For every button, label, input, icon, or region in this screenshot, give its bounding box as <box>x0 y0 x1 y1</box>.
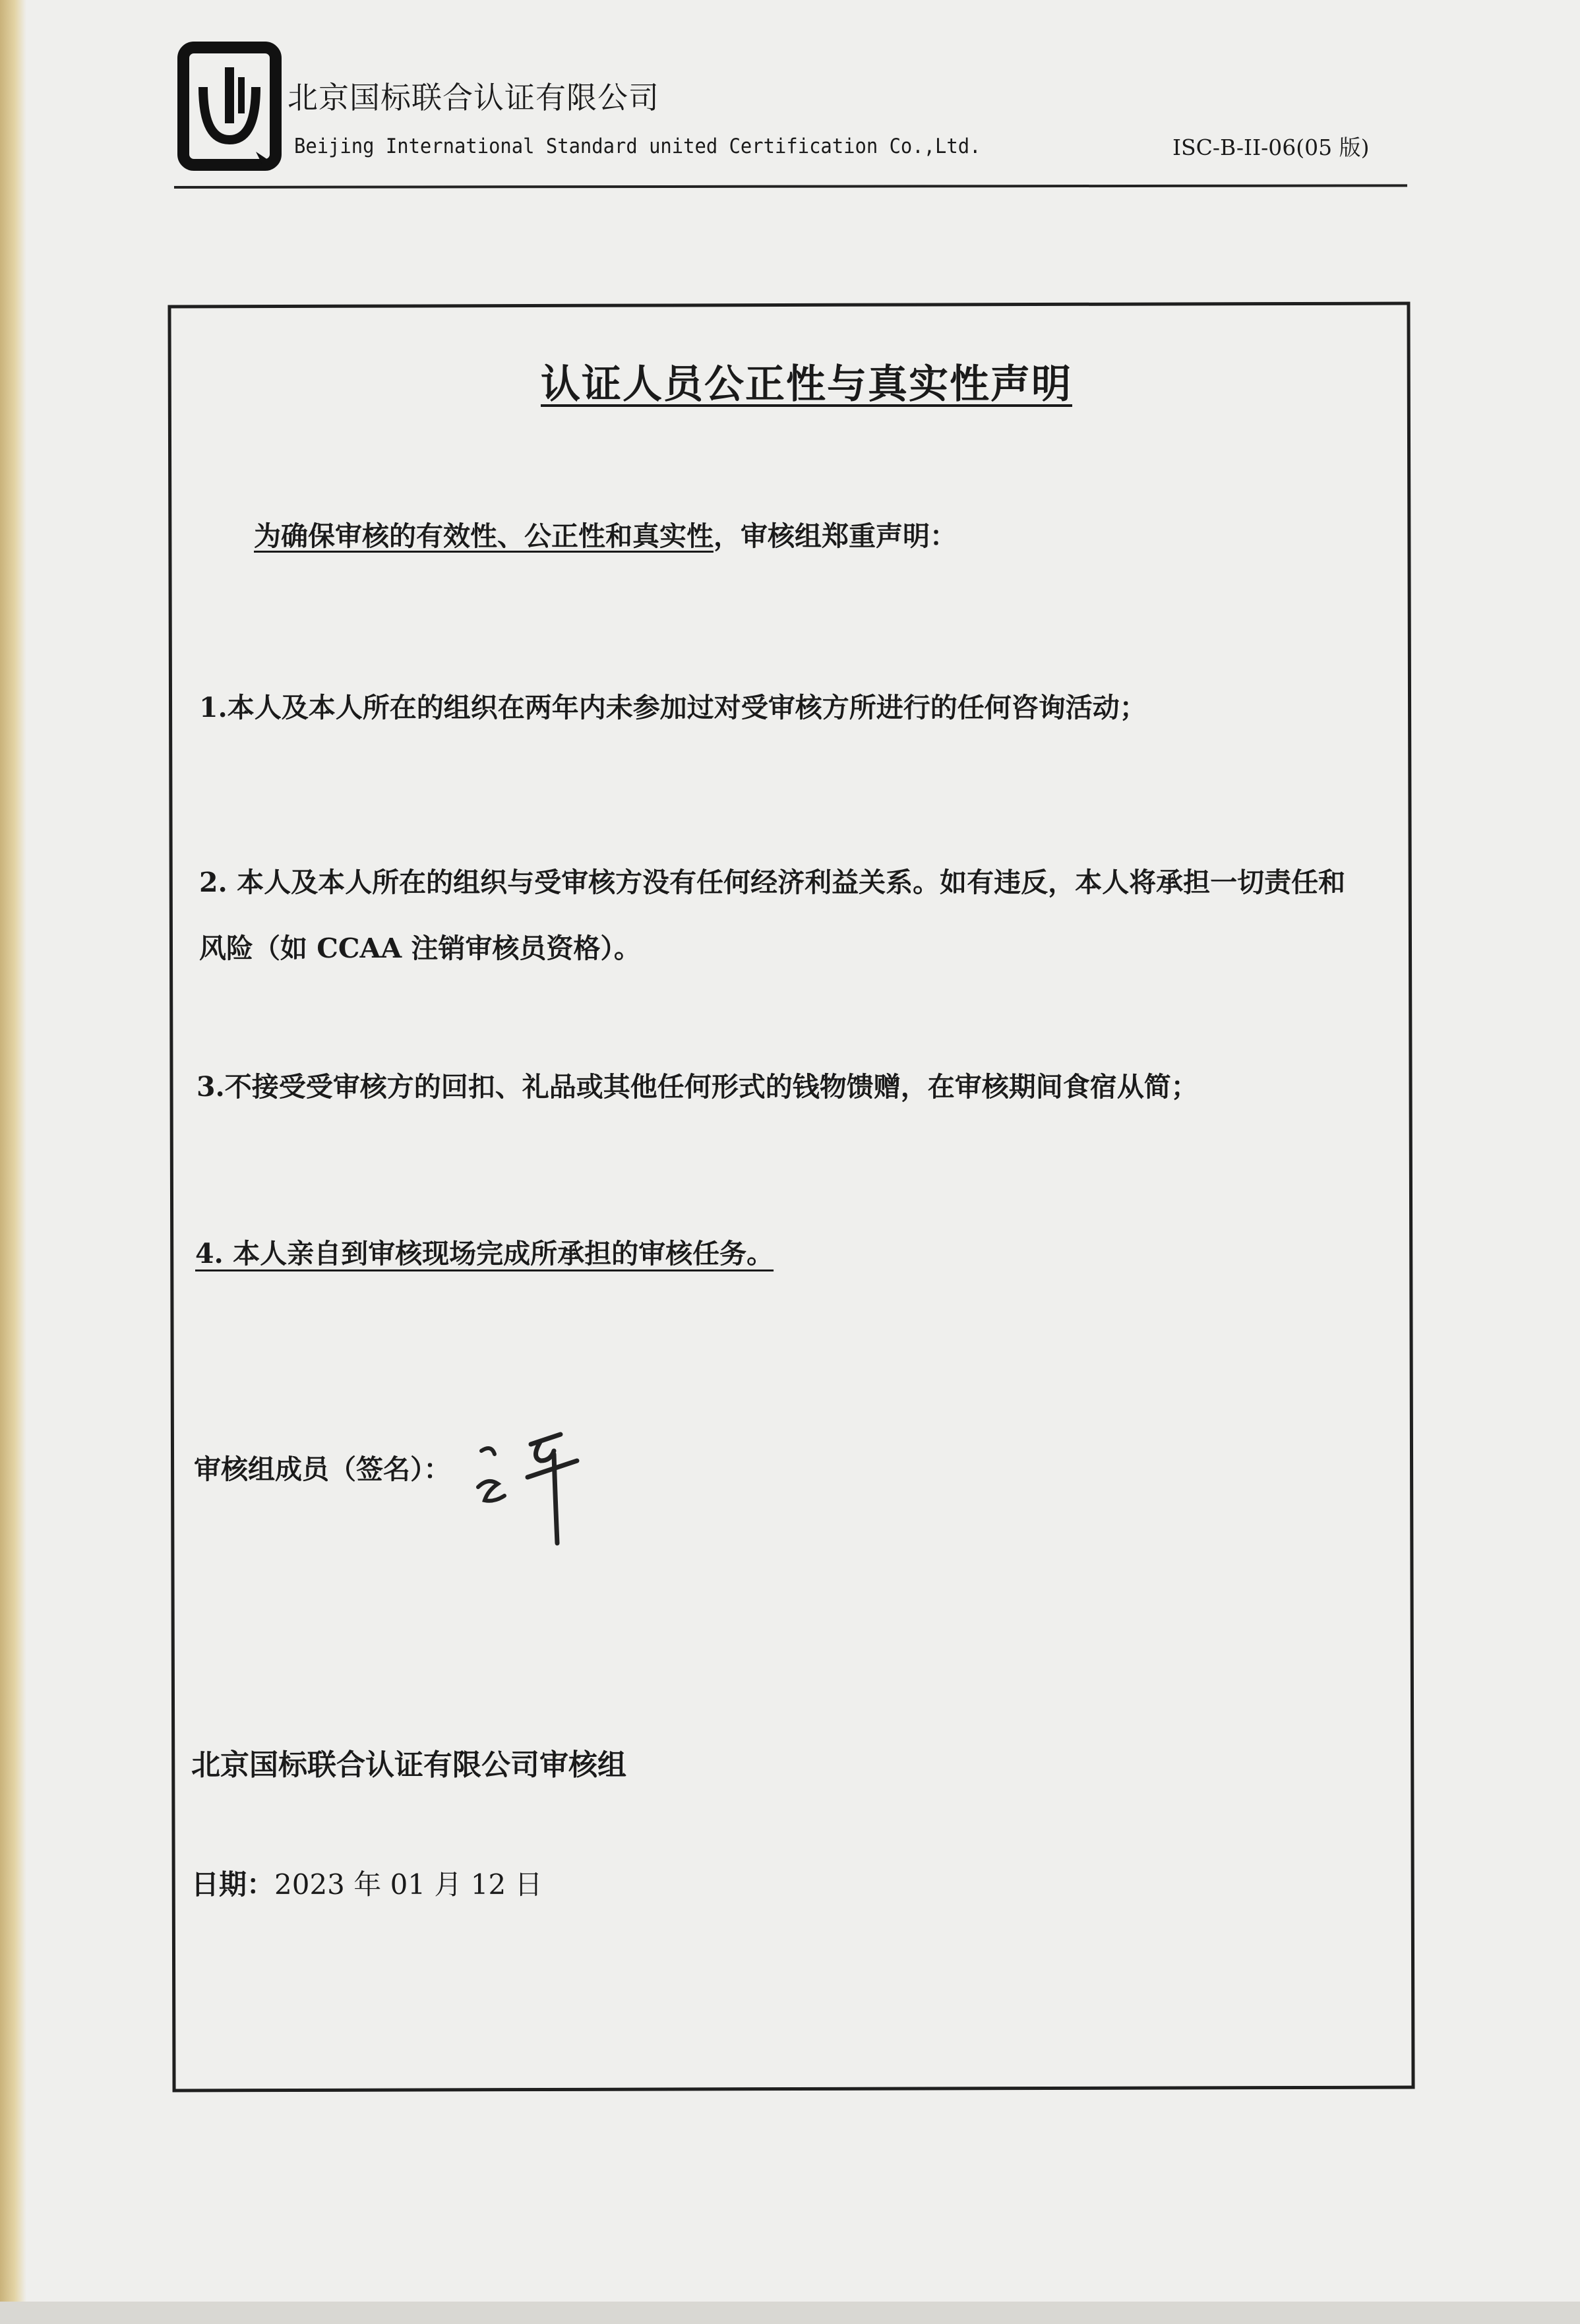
statement-item-2-line-2: 风险（如 CCAA 注销审核员资格）。 <box>199 933 641 964</box>
date-line <box>191 1863 543 1903</box>
audit-team-organization: 北京国标联合认证有限公司审核组 <box>191 1748 626 1782</box>
statement-item-2-line-1: 2. 本人及本人所在的组织与受审核方没有任何经济利益关系。如有违反，本人将承担一切责任和 <box>199 867 1346 898</box>
form-code: ISC-B-II-06(05 版) <box>1172 135 1370 160</box>
statement-item-3: 3.不接受受审核方的回扣、礼品或其他任何形式的钱物馈赠，在审核期间食宿从简； <box>197 1071 1198 1103</box>
page-edge-shadow <box>0 0 26 2324</box>
statement-item-4: 4. 本人亲自到审核现场完成所承担的审核任务。 <box>195 1238 774 1269</box>
date-label: 日期： <box>191 1868 275 1901</box>
document-title: 认证人员公正性与真实性声明 <box>541 361 1072 408</box>
intro-rest: ，审核组郑重声明： <box>714 520 957 552</box>
intro-paragraph <box>254 514 957 553</box>
header-divider <box>174 184 1407 189</box>
company-logo-icon <box>177 41 282 171</box>
statement-box <box>167 302 1414 2093</box>
page-bottom-shadow <box>0 2302 1580 2324</box>
statement-item-2 <box>199 849 1345 981</box>
statement-item-1: 1.本人及本人所在的组织在两年内未参加过对受审核方所进行的任何咨询活动； <box>199 692 1147 723</box>
company-name-en: Beijing International Standard united Certification Co.,Ltd. <box>294 135 981 158</box>
date-value: 2023 年 01 月 12 日 <box>274 1868 543 1901</box>
handwritten-signature <box>468 1424 600 1550</box>
intro-underlined: 为确保审核的有效性、公正性和真实性 <box>254 520 714 552</box>
company-name-cn: 北京国标联合认证有限公司 <box>288 80 659 115</box>
signature-label: 审核组成员（签名）： <box>194 1453 451 1485</box>
